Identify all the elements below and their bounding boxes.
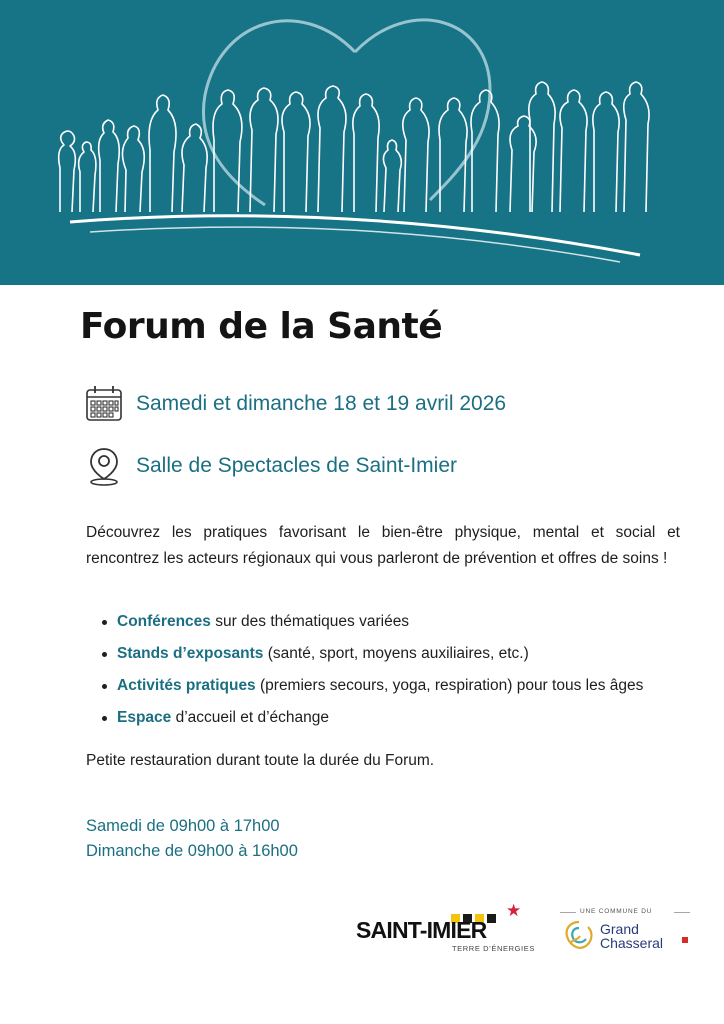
logo-tagline: TERRE D’ÉNERGIES (452, 944, 535, 953)
grand-chasseral-logo (560, 906, 690, 956)
list-item: Conférences sur des thématiques variées (102, 606, 702, 638)
event-date-row (84, 384, 506, 424)
event-location: Salle de Spectacles de Saint-Imier (136, 454, 457, 477)
swiss-flag-icon (682, 937, 688, 943)
logo-name: Grand Chasseral (600, 921, 664, 951)
event-dates: Samedi et dimanche 18 et 19 avril 2026 (136, 392, 507, 415)
list-item: Activités pratiques (premiers secours, yoga, respiration) pour tous les âges (102, 670, 702, 702)
list-item: Stands d’exposants (santé, sport, moyens auxiliaires, etc.) (102, 638, 702, 670)
event-location-row (84, 446, 457, 486)
catering-note: Petite restauration durant toute la durée du Forum. (86, 752, 435, 769)
opening-hours (86, 814, 298, 864)
activities-list (102, 606, 702, 734)
page-title: Forum de la Santé (80, 306, 443, 347)
star-icon: ★ (506, 901, 522, 921)
saint-imier-logo (356, 901, 535, 956)
header-banner (0, 0, 724, 285)
hours-sunday: Dimanche de 09h00 à 16h00 (86, 842, 298, 860)
grand-chasseral-mark-icon (562, 919, 596, 953)
logo-name: SAINT-IMIER (356, 917, 487, 943)
calendar-icon (84, 384, 124, 424)
hours-saturday: Samedi de 09h00 à 17h00 (86, 817, 280, 835)
map-pin-icon (84, 446, 124, 486)
people-heart-illustration (0, 0, 724, 285)
list-item: Espace d’accueil et d’échange (102, 702, 702, 734)
event-description: Découvrez les pratiques favorisant le bien-être physique, mental et social et rencontrez les acteurs régionaux qui vous parleront de prévention et offres de soins ! (86, 524, 680, 567)
logo-tagline: UNE COMMUNE DU (580, 908, 653, 915)
